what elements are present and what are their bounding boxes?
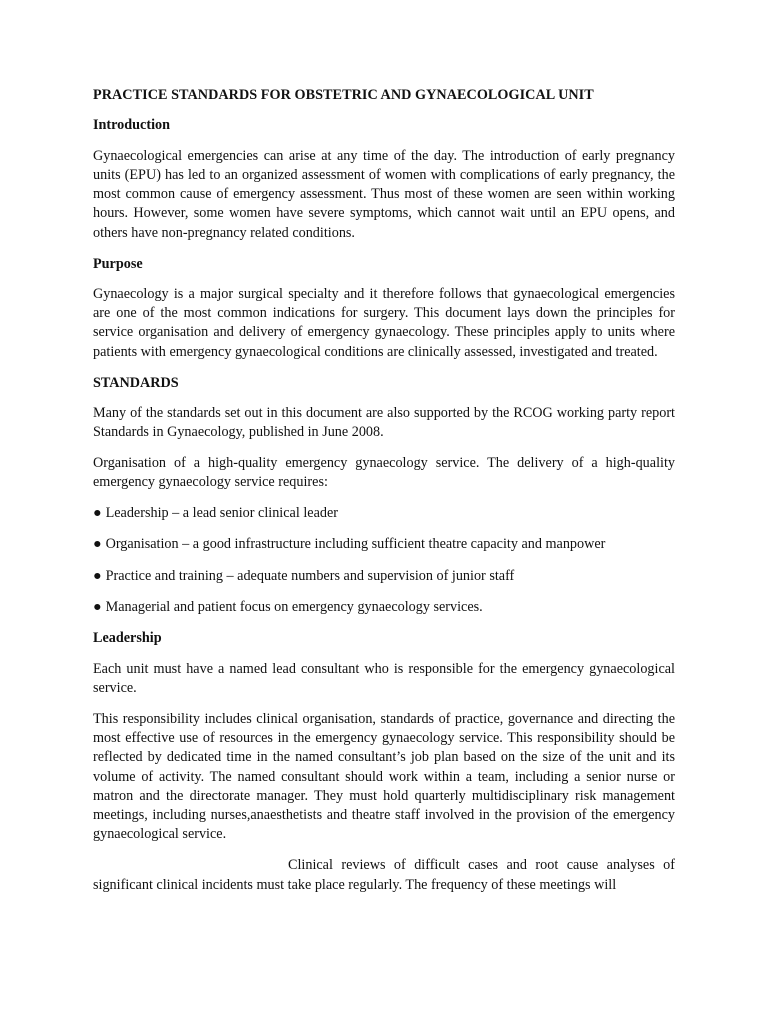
bullet-item-organisation: [93, 535, 675, 554]
document-page: [93, 86, 675, 895]
bullet-text: Leadership – a lead senior clinical leader: [105, 505, 338, 522]
bullet-dot-icon: ●: [93, 536, 102, 553]
leadership-paragraph-1: Each unit must have a named lead consultant who is responsible for the emergency gynaecological service.: [93, 660, 675, 696]
bullet-dot-icon: ●: [93, 598, 102, 615]
document-title: PRACTICE STANDARDS FOR OBSTETRIC AND GYNAECOLOGICAL UNIT: [93, 87, 594, 103]
bullet-text: Practice and training – adequate numbers and supervision of junior staff: [105, 567, 515, 584]
purpose-paragraph: Gynaecology is a major surgical specialty and it therefore follows that gynaecological emergencies are one of the most common indications for surgery. This document lays down the principles for service organisation and delivery of emergency gynaecology. These principles apply to units where patients with emergency gynaecological conditions are clinically assessed, investigated and treated.: [93, 285, 675, 360]
bullet-text: Organisation – a good infrastructure including sufficient theatre capacity and manpower: [105, 536, 606, 553]
standards-heading: STANDARDS: [93, 374, 179, 391]
purpose-heading: Purpose: [93, 255, 143, 272]
introduction-paragraph: Gynaecological emergencies can arise at any time of the day. The introduction of early pregnancy units (EPU) has led to an organized assessment of women with complications of early pregnancy, the most common cause of emergency assessment. Thus most of these women are seen within working hours. However, some women have severe symptoms, which cannot wait until an EPU opens, and others have non-pregnancy related conditions.: [93, 147, 675, 241]
leadership-paragraph-3: Clinical reviews of difficult cases and root cause analyses of significant clinical incidents must take place regularly. The frequency of these meetings will: [93, 857, 675, 893]
leadership-heading: Leadership: [93, 630, 162, 647]
bullet-item-managerial: [93, 598, 675, 617]
bullet-dot-icon: ●: [93, 567, 102, 584]
bullet-text: Managerial and patient focus on emergency gynaecology services.: [105, 598, 483, 615]
leadership-paragraph-2: This responsibility includes clinical organisation, standards of practice, governance and directing the most effective use of resources in the emergency gynaecology service. This responsibility should be reflected by dedicated time in the named consultant’s job plan based on the size of the unit and its volume of activity. The named consultant should work within a team, including a senior nurse or matron and the directorate manager. They must hold quarterly multidisciplinary risk management meetings, including nurses,anaesthetists and theatre staff involved in the provision of the emergency gynaecological service.: [93, 710, 675, 843]
standards-paragraph-2: Organisation of a high-quality emergency gynaecology service. The delivery of a high-quality emergency gynaecology service requires:: [93, 454, 675, 491]
bullet-item-practice: [93, 567, 675, 586]
introduction-heading: Introduction: [93, 117, 170, 134]
standards-paragraph-1: Many of the standards set out in this document are also supported by the RCOG working party report Standards in Gynaecology, published in June 2008.: [93, 404, 675, 441]
bullet-item-leadership: [93, 504, 675, 523]
bullet-dot-icon: ●: [93, 505, 102, 522]
